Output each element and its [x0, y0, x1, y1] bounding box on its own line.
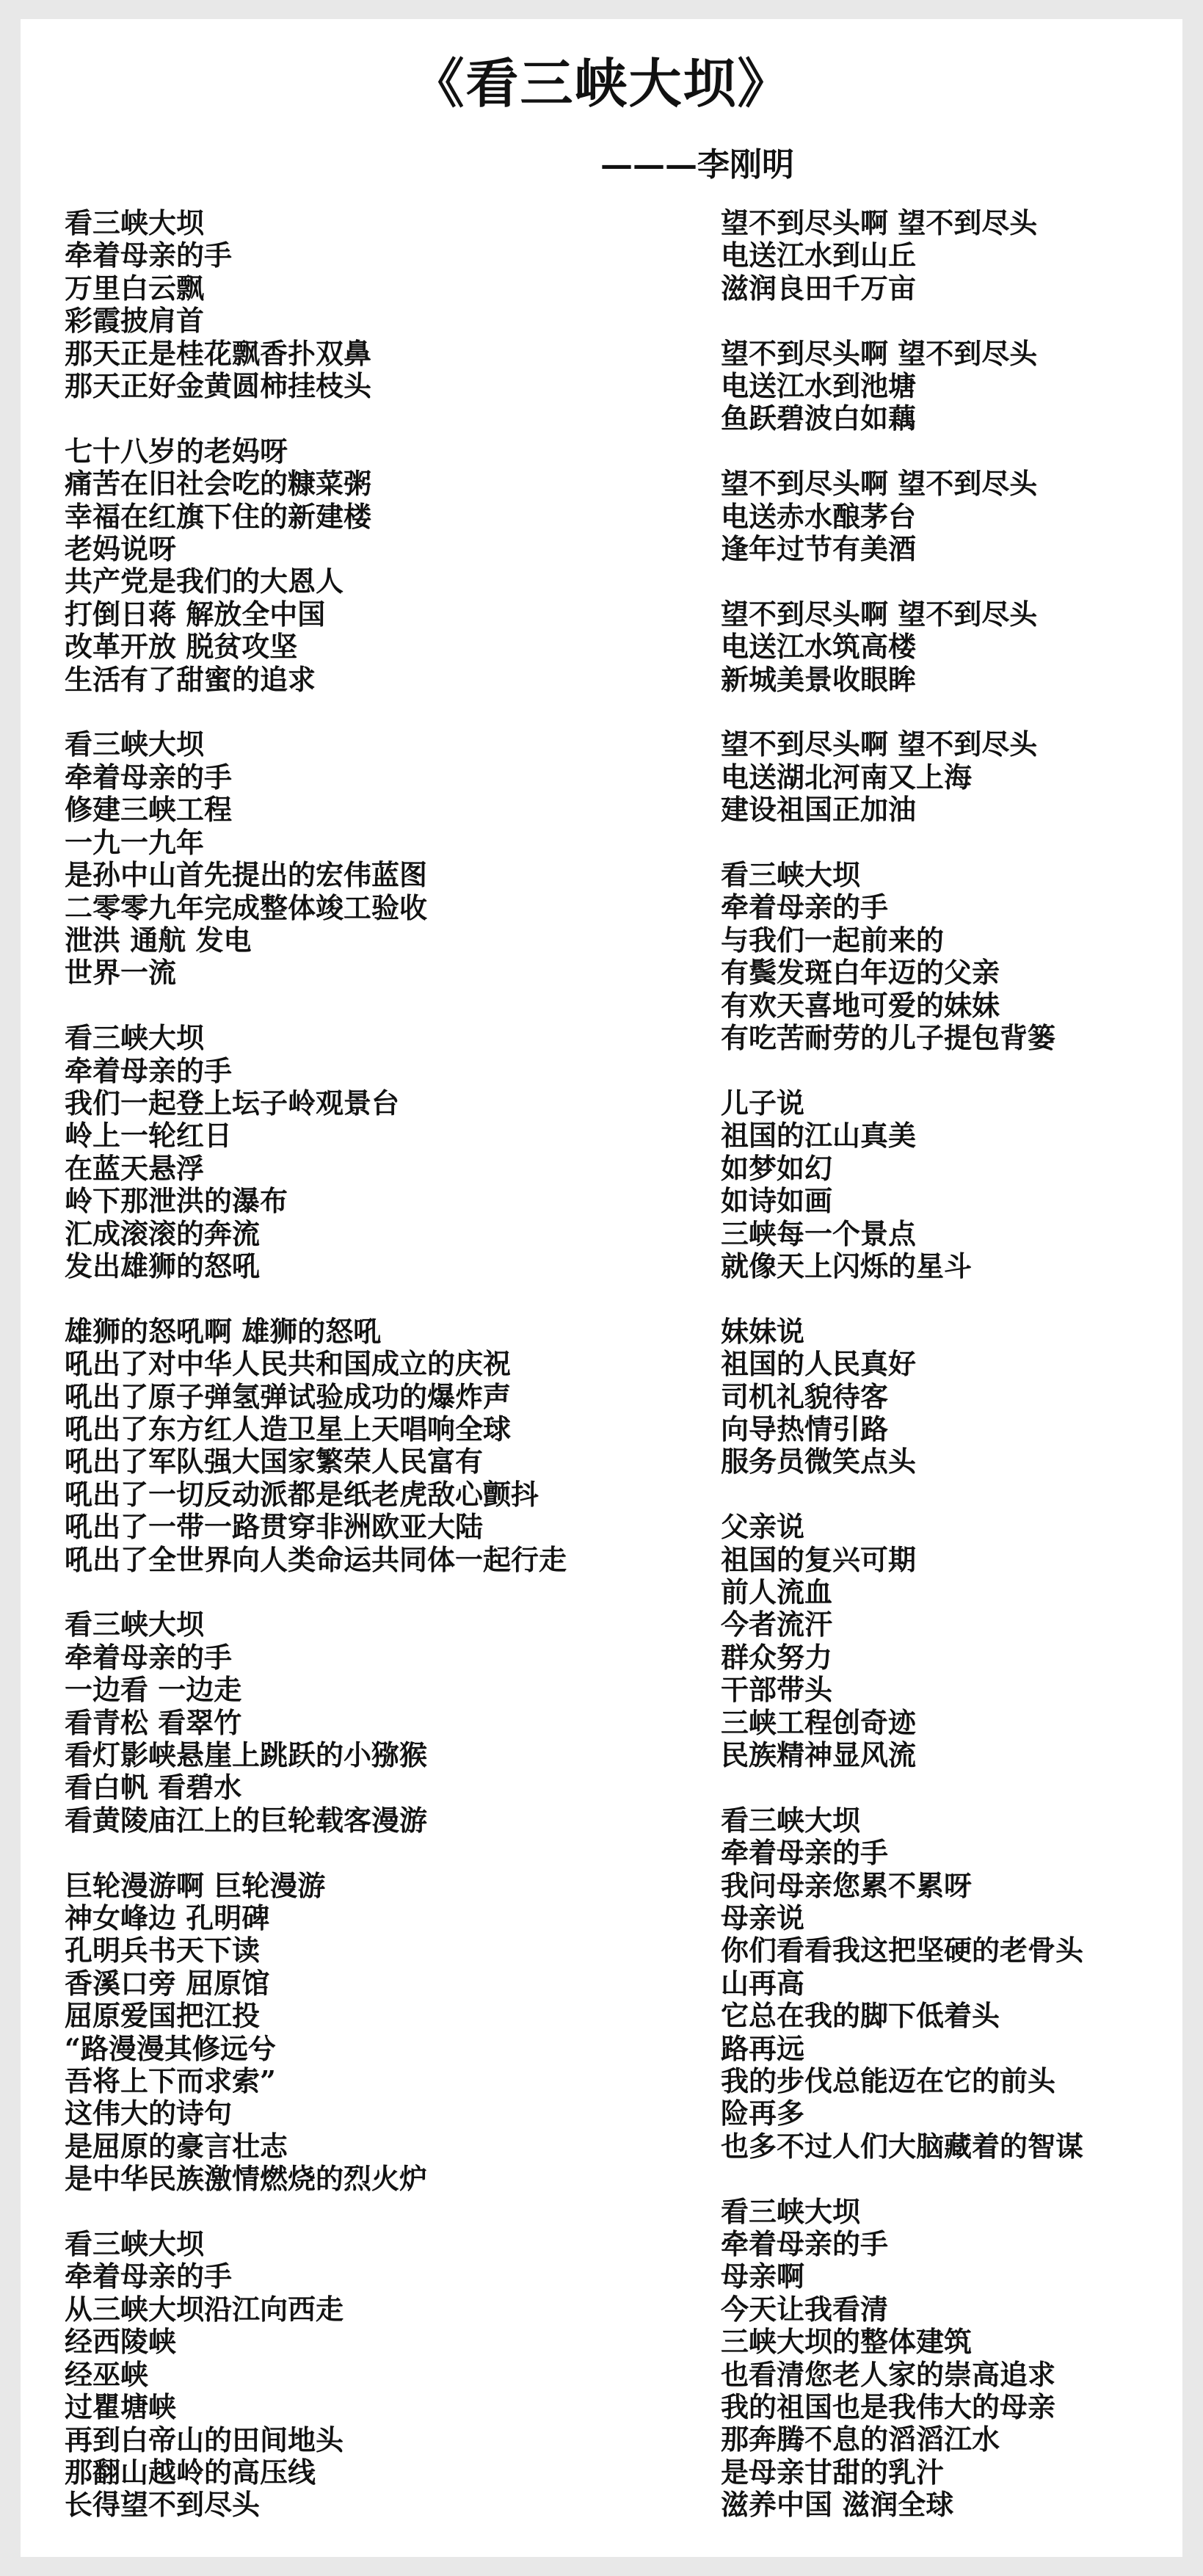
poem-line: 看青松 看翠竹	[65, 1705, 242, 1739]
poem-line: 发出雄狮的怒吼	[65, 1249, 261, 1282]
poem-line: 鱼跃碧波白如藕	[721, 402, 917, 435]
stanza	[65, 728, 622, 989]
poem-line: 有鬓发斑白年迈的父亲	[721, 956, 1000, 990]
stanza	[65, 1608, 622, 1837]
poem-line: 也看清您老人家的崇高追求	[721, 2357, 1056, 2391]
poem-line: 妹妹说	[721, 1314, 805, 1348]
poem-line: 那天正是桂花飘香扑双鼻	[65, 336, 372, 370]
stanza	[721, 859, 1176, 1054]
poem-author: ———李刚明	[600, 146, 794, 184]
poem-line: 牵着母亲的手	[65, 1053, 233, 1087]
poem-line: 祖国的人民真好	[721, 1347, 917, 1381]
poem-line: 过瞿塘峡	[65, 2390, 177, 2424]
poem-line: 牵着母亲的手	[65, 760, 233, 794]
poem-line: 吼出了对中华人民共和国成立的庆祝	[65, 1347, 512, 1381]
stanza	[721, 1316, 1176, 1479]
poem-line: 看三峡大坝	[65, 1608, 205, 1641]
poem-line: 儿子说	[721, 1086, 805, 1120]
poem-line: 神女峰边 孔明碑	[65, 1901, 270, 1935]
poem-line: 幸福在红旗下住的新建楼	[65, 499, 372, 533]
poem-line: 看三峡大坝	[721, 1803, 861, 1837]
poem-line: 共产党是我们的大恩人	[65, 565, 344, 598]
poem-line: 看三峡大坝	[65, 1021, 205, 1055]
poem-line: 生活有了甜蜜的追求	[65, 662, 316, 696]
poem-title: 《看三峡大坝》	[411, 52, 792, 115]
poem-line: 雄狮的怒吼啊 雄狮的怒吼	[65, 1314, 382, 1348]
poem-line: 看三峡大坝	[65, 206, 205, 239]
stanza	[721, 1804, 1176, 2163]
poem-line: 电送湖北河南又上海	[721, 760, 973, 794]
poem-line: 滋养中国 滋润全球	[721, 2488, 954, 2522]
poem-line: 我的步伐总能迈在它的前头	[721, 2064, 1056, 2098]
poem-line: 那天正好金黄圆柿挂枝头	[65, 369, 372, 403]
poem-line: 你们看看我这把坚硬的老骨头	[721, 1934, 1084, 1967]
poem-line: 岭下那泄洪的瀑布	[65, 1184, 288, 1218]
poem-line: 三峡大坝的整体建筑	[721, 2325, 973, 2359]
poem-line: 牵着母亲的手	[721, 890, 889, 924]
poem-line: 老妈说呀	[65, 532, 177, 566]
poem-line: 有吃苦耐劳的儿子提包背篓	[721, 1021, 1056, 1055]
poem-line: 改革开放 脱贫攻坚	[65, 630, 298, 664]
poem-line: 看黄陵庙江上的巨轮载客漫游	[65, 1803, 428, 1837]
poem-line: 从三峡大坝沿江向西走	[65, 2292, 344, 2326]
stanza	[721, 207, 1176, 305]
poem-line: 打倒日蒋 解放全中国	[65, 597, 326, 631]
poem-line: 电送赤水酿茅台	[721, 499, 917, 533]
poem-line: 建设祖国正加油	[721, 793, 917, 827]
poem-line: 母亲啊	[721, 2260, 805, 2293]
poem-line: 望不到尽头啊 望不到尽头	[721, 728, 1038, 761]
poem-line: 泄洪 通航 发电	[65, 923, 252, 957]
poem-line: 电送江水筑高楼	[721, 630, 917, 664]
poem-line: “路漫漫其修远兮	[65, 2031, 276, 2065]
poem-line: 前人流血	[721, 1575, 833, 1608]
poem-line: 吼出了东方红人造卫星上天唱响全球	[65, 1412, 512, 1445]
poem-line: 一边看 一边走	[65, 1673, 242, 1707]
poem-line: 这伟大的诗句	[65, 2097, 233, 2130]
poem-line: 吼出了军队强大国家繁荣人民富有	[65, 1445, 484, 1479]
poem-line: 它总在我的脚下低着头	[721, 1999, 1000, 2033]
poem-line: 再到白帝山的田间地头	[65, 2423, 344, 2456]
poem-line: 看白帆 看碧水	[65, 1771, 242, 1804]
poem-line: 岭上一轮红日	[65, 1119, 233, 1153]
poem-line: 牵着母亲的手	[721, 1836, 889, 1870]
stanza	[65, 1316, 622, 1576]
stanza	[721, 468, 1176, 565]
poem-line: 是中华民族激情燃烧的烈火炉	[65, 2162, 428, 2196]
poem-line: 逢年过节有美酒	[721, 532, 917, 566]
poem-line: 牵着母亲的手	[721, 2227, 889, 2261]
poem-line: 父亲说	[721, 1510, 805, 1544]
poem-line: 服务员微笑点头	[721, 1445, 917, 1479]
poem-line: 看三峡大坝	[721, 858, 861, 892]
poem-line: 看三峡大坝	[65, 728, 205, 761]
poem-line: 干部带头	[721, 1673, 833, 1707]
poem-line: 世界一流	[65, 956, 177, 990]
poem-line: 就像天上闪烁的星斗	[721, 1249, 973, 1282]
poem-line: 我们一起登上坛子岭观景台	[65, 1086, 400, 1120]
stanza	[65, 2228, 622, 2522]
poem-line: 祖国的江山真美	[721, 1119, 917, 1153]
poem-line: 电送江水到池塘	[721, 369, 917, 403]
poem-line: 牵着母亲的手	[65, 2260, 233, 2293]
poem-line: 吼出了一带一路贯穿非洲欧亚大陆	[65, 1510, 484, 1544]
poem-line: 有欢天喜地可爱的妹妹	[721, 988, 1000, 1022]
poem-line: 香溪口旁 屈原馆	[65, 1966, 270, 2000]
poem-line: 三峡工程创奇迹	[721, 1705, 917, 1739]
poem-line: 民族精神显风流	[721, 1738, 917, 1771]
poem-line: 望不到尽头啊 望不到尽头	[721, 467, 1038, 501]
poem-line: 长得望不到尽头	[65, 2488, 261, 2522]
poem-line: 望不到尽头啊 望不到尽头	[721, 597, 1038, 631]
poem-line: 如诗如画	[721, 1184, 833, 1218]
poem-line: 看三峡大坝	[721, 2194, 861, 2228]
poem-line: 是屈原的豪言壮志	[65, 2129, 288, 2163]
stanza	[65, 1870, 622, 2196]
poem-line: 彩霞披肩首	[65, 304, 205, 338]
stanza	[721, 1087, 1176, 1282]
poem-line: 牵着母亲的手	[65, 239, 233, 272]
right-column	[721, 207, 1176, 2522]
poem-line: 与我们一起前来的	[721, 923, 945, 957]
poem-line: 望不到尽头啊 望不到尽头	[721, 336, 1038, 370]
poem-line: 吼出了一切反动派都是纸老虎敌心颤抖	[65, 1477, 539, 1511]
poem-line: 新城美景收眼眸	[721, 662, 917, 696]
poem-line: 在蓝天悬浮	[65, 1151, 205, 1185]
poem-line: 是母亲甘甜的乳汁	[721, 2455, 945, 2489]
poem-line: 电送江水到山丘	[721, 239, 917, 272]
poem-line: 屈原爱国把江投	[65, 1999, 261, 2033]
poem-line: 修建三峡工程	[65, 793, 233, 827]
poem-line: 三峡每一个景点	[721, 1216, 917, 1250]
poem-line: 看灯影峡悬崖上跳跃的小猕猴	[65, 1738, 428, 1772]
stanza	[721, 338, 1176, 435]
poem-line: 巨轮漫游啊 巨轮漫游	[65, 1868, 326, 1902]
poem-line: 痛苦在旧社会吃的糠菜粥	[65, 467, 372, 501]
poem-line: 滋润良田千万亩	[721, 271, 917, 305]
poem-line: 万里白云飘	[65, 271, 205, 305]
poem-line: 我的祖国也是我伟大的母亲	[721, 2390, 1056, 2424]
left-column	[65, 207, 622, 2522]
poem-line: 祖国的复兴可期	[721, 1542, 917, 1576]
poem-line: 吼出了全世界向人类命运共同体一起行走	[65, 1542, 567, 1576]
poem-line: 经西陵峡	[65, 2325, 177, 2359]
poem-line: 一九一九年	[65, 825, 205, 859]
poem-line: 吼出了原子弹氢弹试验成功的爆炸声	[65, 1379, 512, 1413]
stanza	[65, 435, 622, 696]
poem-line: 司机礼貌待客	[721, 1379, 889, 1413]
poem-line: 如梦如幻	[721, 1151, 833, 1185]
poem-line: 七十八岁的老妈呀	[65, 434, 288, 468]
stanza	[721, 728, 1176, 826]
stanza	[65, 207, 622, 402]
stanza	[721, 2196, 1176, 2522]
poem-line: 母亲说	[721, 1901, 805, 1934]
poem-line: 吾将上下而求索”	[65, 2064, 276, 2098]
document-page	[21, 19, 1182, 2557]
poem-line: 我问母亲您累不累呀	[721, 1868, 973, 1902]
poem-line: 也多不过人们大脑藏着的智谋	[721, 2129, 1084, 2163]
poem-line: 山再高	[721, 1966, 805, 2000]
poem-line: 那奔腾不息的滔滔江水	[721, 2423, 1000, 2456]
stanza	[721, 1511, 1176, 1771]
poem-line: 险再多	[721, 2097, 805, 2130]
poem-line: 今者流汗	[721, 1608, 833, 1641]
poem-line: 看三峡大坝	[65, 2227, 205, 2261]
poem-line: 二零零九年完成整体竣工验收	[65, 890, 428, 924]
poem-line: 向导热情引路	[721, 1412, 889, 1445]
poem-line: 汇成滚滚的奔流	[65, 1216, 261, 1250]
stanza	[65, 1022, 622, 1282]
poem-line: 路再远	[721, 2031, 805, 2065]
poem-line: 群众努力	[721, 1640, 833, 1674]
stanza	[721, 598, 1176, 696]
poem-line: 是孙中山首先提出的宏伟蓝图	[65, 858, 428, 892]
poem-line: 孔明兵书天下读	[65, 1934, 261, 1967]
poem-line: 望不到尽头啊 望不到尽头	[721, 206, 1038, 239]
poem-line: 牵着母亲的手	[65, 1640, 233, 1674]
poem-line: 经巫峡	[65, 2357, 149, 2391]
poem-line: 今天让我看清	[721, 2292, 889, 2326]
poem-line: 那翻山越岭的高压线	[65, 2455, 316, 2489]
